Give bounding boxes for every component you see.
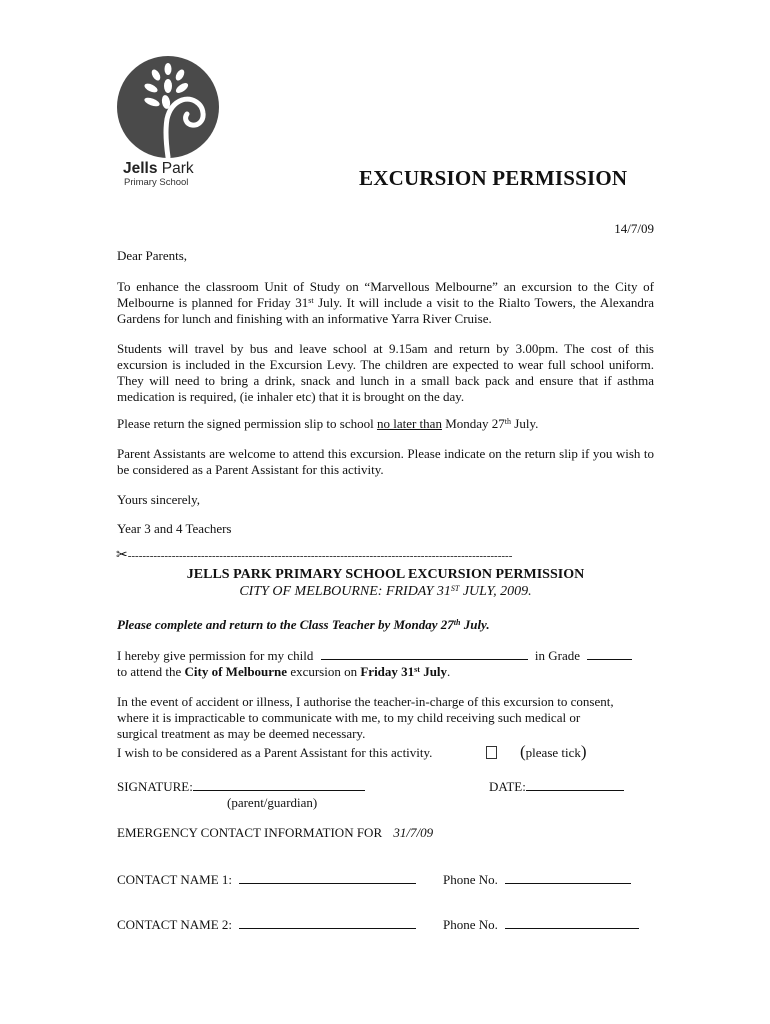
cut-dashes: --------------------------------------------------------------------------------------------------------- [127, 550, 513, 562]
contact-2-label: CONTACT NAME 2: [117, 917, 233, 932]
permission-label: I hereby give permission for my child [117, 648, 314, 663]
accident-consent: In the event of accident or illness, I authorise the teacher-in-charge of this excursion to consent, where it is impracticable to communicate with me, to my child receiving such medical or surgical treatment as may be deemed necessary. [117, 694, 614, 741]
salutation: Dear Parents, [117, 248, 188, 263]
attend-c: . [447, 664, 451, 679]
signature-label: SIGNATURE: [117, 779, 193, 794]
grade-label: in Grade [534, 648, 581, 663]
slip-subtitle-b: JULY, 2009. [459, 584, 532, 599]
logo-name-bold: Jells [123, 160, 158, 177]
attend-line [117, 664, 450, 680]
return-sup: th [504, 417, 512, 426]
slip-instruction [117, 617, 490, 633]
letter-date: 14/7/09 [614, 221, 654, 236]
please-tick-note: (please tick) [520, 742, 587, 761]
cut-line [116, 549, 656, 563]
phone-1-field[interactable] [505, 872, 631, 884]
paragraph-travel: Students will travel by bus and leave school at 9.15am and return by 3.00pm. The cost of this excursion is included in the Excursion Levy. The children are expected to wear full school uniform. They will need to bring a drink, snack and lunch in a small back pack and ensure that if asthma medication is required, (ie inhaler etc) that it is brought on the day. [117, 341, 654, 404]
attend-bold-1: City of Melbourne [184, 664, 288, 679]
instruction-b: July. [460, 617, 490, 632]
slip-subtitle-a: CITY OF MELBOURNE: FRIDAY 31 [239, 584, 451, 599]
paragraph-intro [117, 279, 654, 327]
scissors-icon: ✂ [116, 549, 128, 563]
child-name-field[interactable] [321, 648, 528, 660]
assistant-line [117, 745, 432, 761]
contact-1-line [117, 872, 416, 888]
attend-bold-2: Friday 31 [360, 664, 415, 679]
paragraph-assistants: Parent Assistants are welcome to attend this excursion. Please indicate on the return slip if you wish to be considered as a Parent Assistant for this activity. [117, 446, 654, 477]
attend-bold-3: July [419, 664, 448, 679]
slip-subtitle-sup: ST [450, 584, 460, 593]
signature-field[interactable] [193, 779, 365, 791]
phone-1-line [443, 872, 631, 888]
emergency-label: EMERGENCY CONTACT INFORMATION FOR [117, 825, 383, 840]
slip-title: JELLS PARK PRIMARY SCHOOL EXCURSION PERMISSION [186, 567, 585, 582]
signature-caption: (parent/guardian) [227, 795, 318, 810]
attend-sup: st [414, 665, 420, 674]
closing: Yours sincerely, [117, 492, 201, 507]
school-logo [116, 55, 220, 159]
return-deadline-underline: no later than [376, 416, 442, 431]
intro-text-b: July. It will include a visit to the Rialto Towers, the Alexandra Gardens for lunch and finishing with an informative Yarra River Cruise. [117, 295, 654, 326]
paragraph-return [117, 416, 654, 432]
return-text-b: Monday 27 [441, 416, 505, 431]
slip-subtitle [117, 584, 654, 600]
emergency-date: 31/7/09 [393, 825, 434, 840]
attend-a: to attend the [117, 664, 185, 679]
logo-school-name [123, 160, 194, 178]
date-label: DATE: [489, 779, 526, 794]
parent-assistant-checkbox[interactable] [486, 746, 497, 759]
grade-field[interactable] [587, 648, 632, 660]
logo-subtitle: Primary School [124, 177, 189, 188]
phone-2-field[interactable] [505, 917, 639, 929]
return-text-c: July. [511, 416, 539, 431]
permission-line [117, 648, 657, 664]
please-tick-text: please tick [525, 745, 581, 760]
instruction-a: Please complete and return to the Class Teacher by Monday 27 [117, 617, 454, 632]
contact-2-name-field[interactable] [239, 917, 416, 929]
contact-2-line [117, 917, 416, 933]
attend-b: excursion on [287, 664, 361, 679]
tree-emblem-icon [116, 55, 220, 159]
phone-1-label: Phone No. [443, 872, 498, 887]
intro-text-a: To enhance the classroom Unit of Study on “Marvellous Melbourne” an excursion to the City of Melbourne is planned for Friday 31 [117, 279, 654, 310]
date-field[interactable] [526, 779, 624, 791]
document-title: EXCURSION PERMISSION [359, 166, 628, 190]
signature-line [117, 779, 365, 795]
intro-sup: st [308, 296, 314, 305]
instruction-sup: th [453, 618, 461, 627]
phone-2-label: Phone No. [443, 917, 498, 932]
phone-2-line [443, 917, 639, 933]
emergency-heading [117, 825, 433, 841]
logo-name-rest: Park [157, 160, 194, 177]
signoff: Year 3 and 4 Teachers [117, 521, 232, 536]
assistant-text: I wish to be considered as a Parent Assistant for this activity. [117, 745, 433, 760]
return-text-a: Please return the signed permission slip to school [117, 416, 377, 431]
date-line [489, 779, 624, 795]
contact-1-label: CONTACT NAME 1: [117, 872, 233, 887]
contact-1-name-field[interactable] [239, 872, 416, 884]
